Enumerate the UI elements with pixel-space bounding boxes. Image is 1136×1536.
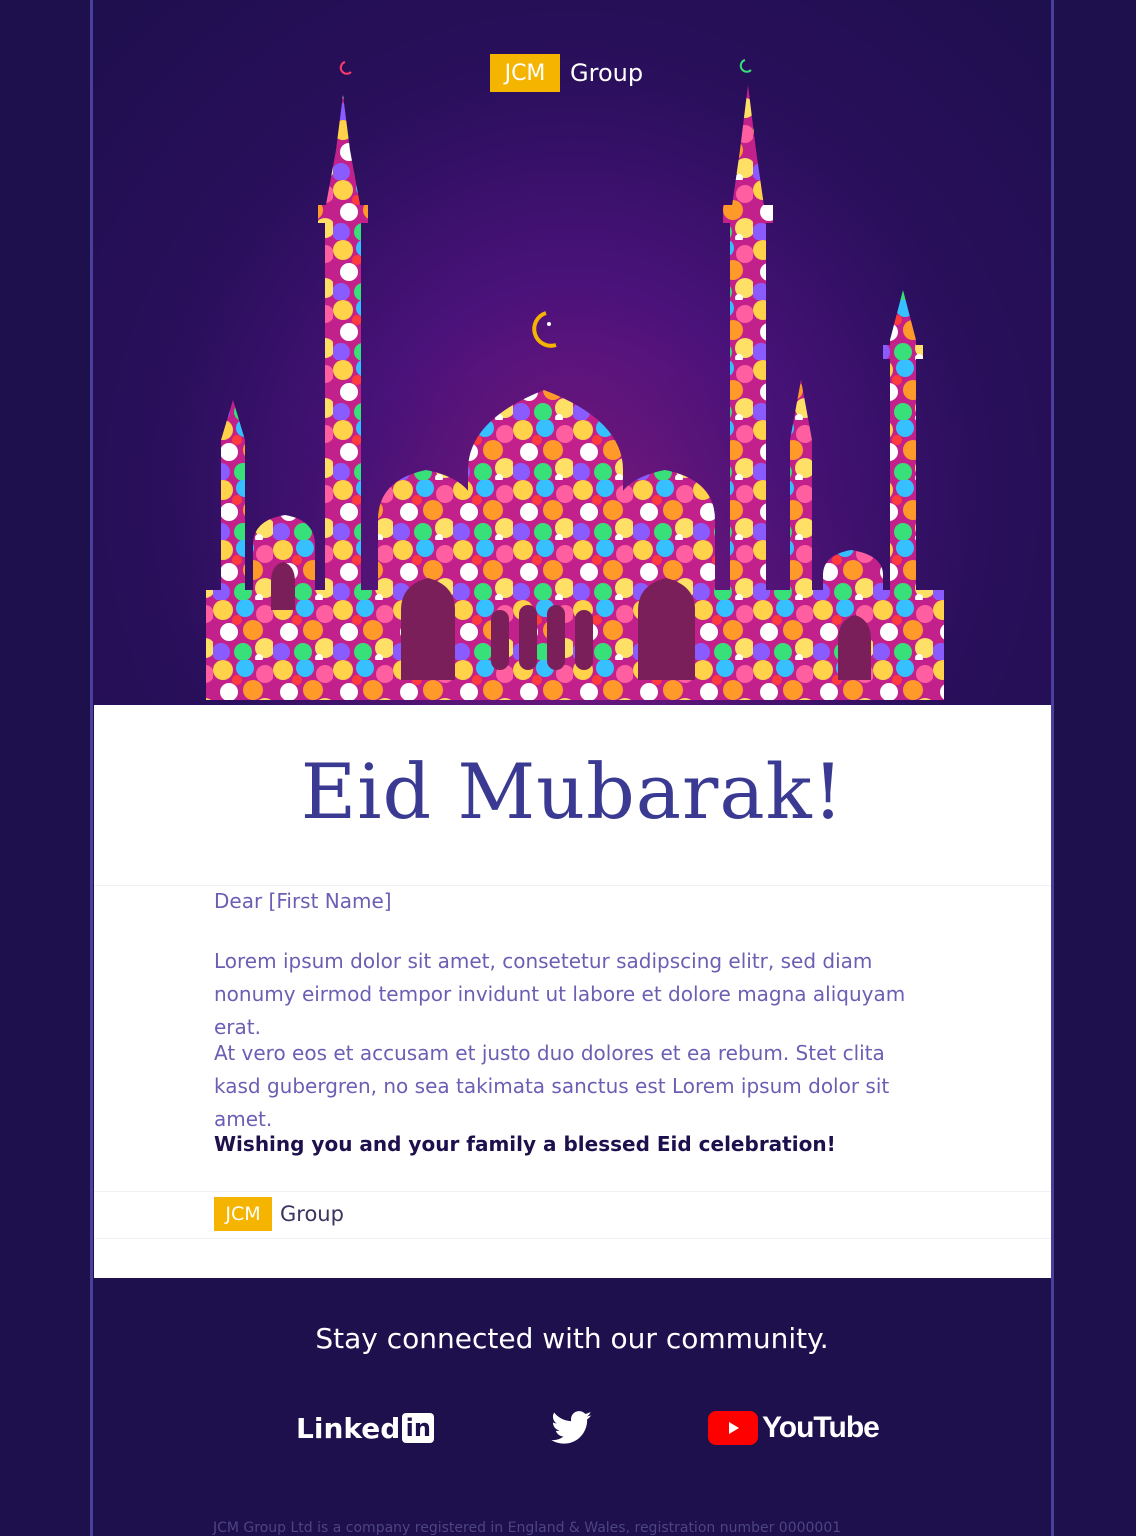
right-border-line xyxy=(1051,0,1054,1536)
message-card xyxy=(94,705,1051,1278)
linkedin-icon: in xyxy=(402,1413,434,1443)
twitter-icon xyxy=(551,1411,593,1445)
youtube-icon xyxy=(708,1411,758,1445)
email-container xyxy=(93,0,1051,1536)
linkedin-link[interactable] xyxy=(296,1405,434,1451)
signature-logo[interactable] xyxy=(214,1197,344,1231)
linkedin-word: Linked xyxy=(296,1411,401,1445)
youtube-link[interactable] xyxy=(708,1405,879,1451)
greeting: Dear [First Name] xyxy=(214,889,392,913)
logo-box: JCM xyxy=(490,54,560,92)
wish-text: Wishing you and your family a blessed Eid celebration! xyxy=(214,1132,836,1156)
header-logo[interactable] xyxy=(490,54,643,92)
hero-banner xyxy=(93,0,1051,705)
page-title: Eid Mubarak! xyxy=(300,747,845,836)
divider xyxy=(94,1191,1051,1192)
paragraph-2: At vero eos et accusam et justo duo dolores et ea rebum. Stet clita kasd gubergren, no sea takimata sanctus est Lorem ipsum dolor sit amet. xyxy=(214,1041,890,1131)
legal-text: JCM Group Ltd is a company registered in England & Wales, registration number 0000001 xyxy=(213,1520,842,1536)
paragraph-1: Lorem ipsum dolor sit amet, consetetur sadipscing elitr, sed diam nonumy eirmod tempor invidunt ut labore et dolore magna aliquyam erat. xyxy=(214,949,906,1039)
divider xyxy=(94,1238,1051,1239)
illuminated-mosque-illustration xyxy=(93,0,1051,705)
twitter-link[interactable] xyxy=(551,1405,593,1451)
logo-text: Group xyxy=(570,59,644,87)
youtube-word: YouTube xyxy=(762,1411,879,1444)
logo-box: JCM xyxy=(214,1197,272,1231)
footer-heading: Stay connected with our community. xyxy=(315,1322,829,1355)
logo-text: Group xyxy=(280,1202,344,1226)
